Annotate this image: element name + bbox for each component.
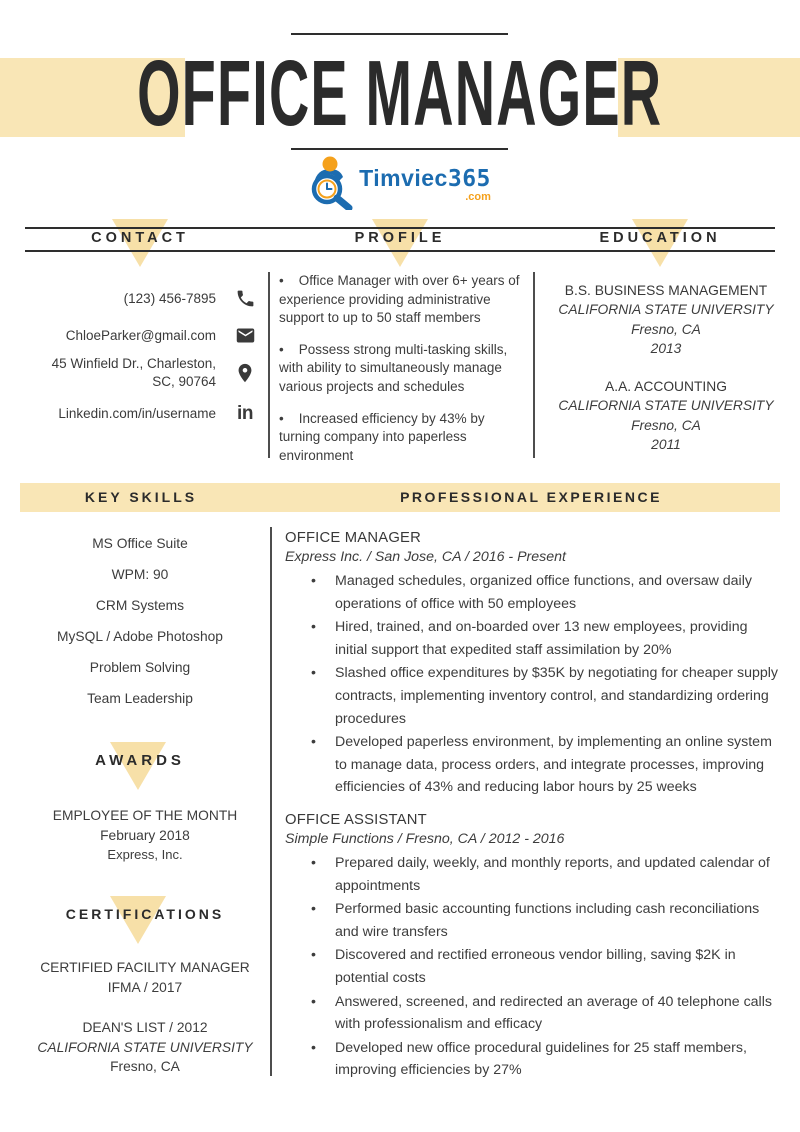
education-section-heading: EDUCATION [599, 230, 721, 246]
magnifier-person-icon [309, 156, 355, 215]
experience-section [285, 530, 783, 1083]
job-bullet-list [285, 852, 783, 1082]
skill-item: Problem Solving [89, 660, 191, 675]
brand-logo[interactable] [0, 156, 800, 214]
job-entry [285, 530, 783, 799]
certifications-section-heading: CERTIFICATIONS [65, 906, 225, 922]
job-company-dates: Simple Functions / Fresno, CA / 2012 - 2016 [285, 830, 565, 847]
section-rule-bottom [25, 250, 775, 252]
award-organization: Express, Inc. [107, 847, 183, 862]
contact-linkedin-row[interactable] [28, 404, 258, 423]
bullet-marker: • [279, 273, 284, 288]
job-bullet: • Hired, trained, and on-boarded over 13 new employees, providing initial support that expedited staff assimilation by 20% [285, 616, 783, 661]
skill-item: MS Office Suite [92, 536, 188, 551]
certification-title: CERTIFIED FACILITY MANAGER [40, 960, 250, 975]
award-entry [20, 806, 270, 865]
degree-name: A.A. ACCOUNTING [605, 379, 727, 395]
graduation-year: 2013 [650, 340, 682, 356]
job-company-dates: Express Inc. / San Jose, CA / 2016 - Present [285, 549, 566, 565]
skill-item: MySQL / Adobe Photoshop [57, 629, 223, 644]
phone-icon [232, 288, 258, 309]
certification-location: Fresno, CA [110, 1059, 180, 1074]
school-location: Fresno, CA [631, 417, 701, 433]
job-bullet: • Slashed office expenditures by $35K by negotiating for cheaper supply contracts, implementing inventory control, and standardizing ordering procedures [285, 662, 783, 730]
brand-name [359, 167, 491, 191]
graduation-year: 2011 [651, 437, 681, 453]
key-skills-list [20, 528, 260, 714]
award-title: EMPLOYEE OF THE MONTH [52, 808, 238, 823]
award-date: February 2018 [100, 827, 190, 843]
awards-section-heading: AWARDS [95, 752, 185, 769]
bullet-marker: • [279, 341, 284, 357]
title-rule-bottom [291, 148, 508, 150]
skill-item: WPM: 90 [111, 567, 169, 582]
job-bullet: • Developed paperless environment, by implementing an online system to manage data, process orders, and integrate processes, improving efficiencies of 43% and reducing labor hours by 25 weeks [285, 731, 783, 799]
page-title [0, 40, 800, 145]
phone-number: (123) 456-7895 [123, 290, 216, 306]
contact-email-row[interactable] [28, 325, 258, 346]
brand-number: 365 [447, 166, 491, 192]
education-section [541, 281, 791, 454]
profile-section-heading: PROFILE [354, 230, 446, 246]
linkedin-url: Linkedin.com/in/username [58, 405, 216, 421]
page-title-text: OFFICE MANAGER [137, 40, 663, 145]
job-title: OFFICE MANAGER [285, 530, 421, 546]
degree-name: B.S. BUSINESS MANAGEMENT [564, 283, 768, 298]
title-rule-top [291, 33, 508, 35]
profile-bullet [279, 341, 527, 397]
email-address: ChloeParker@gmail.com [65, 327, 216, 343]
job-bullet: • Performed basic accounting functions including cash reconciliations and wire transfers [285, 898, 783, 943]
divider-skills-experience [270, 527, 272, 1076]
certification-entry [20, 958, 270, 997]
profile-bullet-text: Office Manager with over 6+ years of experience providing administrative support to up to 50 staff members [279, 273, 520, 326]
job-entry [285, 812, 783, 1082]
education-entry [541, 281, 791, 358]
profile-bullet-text: Increased efficiency by 43% by turning company into paperless environment [279, 410, 485, 463]
skill-item: Team Leadership [87, 691, 193, 706]
certification-school: CALIFORNIA STATE UNIVERSITY [37, 1039, 253, 1055]
job-bullet: • Prepared daily, weekly, and monthly reports, and updated calendar of appointments [285, 852, 783, 897]
brand-word: Timviec [359, 165, 448, 191]
profile-bullet [279, 410, 527, 466]
profile-bullet [279, 272, 527, 328]
envelope-icon [232, 325, 258, 346]
lower-section-band [20, 483, 780, 512]
brand-logo-text [359, 167, 491, 203]
profile-bullet-text: Possess strong multi-tasking skills, with ability to simultaneously manage various projects and schedules [279, 341, 508, 394]
brand-tld: .com [465, 191, 491, 203]
skill-item: CRM Systems [95, 598, 185, 613]
job-bullet: • Discovered and rectified erroneous vendor billing, saving $2K in potential costs [285, 944, 783, 989]
job-bullet-list [285, 570, 783, 799]
contact-section-heading: CONTACT [91, 230, 189, 246]
education-entry [541, 377, 791, 454]
location-pin-icon [232, 362, 258, 384]
contact-phone-row [28, 288, 258, 309]
job-bullet: • Developed new office procedural guidelines for 25 staff members, improving efficiencies by 27% [285, 1037, 783, 1082]
contact-address-row [28, 355, 258, 391]
school-name: CALIFORNIA STATE UNIVERSITY [558, 302, 774, 318]
divider-profile-education [533, 272, 535, 458]
certification-title: DEAN'S LIST / 2012 [82, 1020, 208, 1035]
certification-issuer-year: IFMA / 2017 [107, 979, 183, 995]
section-rule-top [25, 227, 775, 229]
divider-contact-profile [268, 272, 270, 458]
school-name: CALIFORNIA STATE UNIVERSITY [558, 398, 774, 414]
job-bullet: • Managed schedules, organized office functions, and oversaw daily operations of office with 50 employees [285, 570, 783, 615]
experience-heading: PROFESSIONAL EXPERIENCE [400, 489, 662, 505]
linkedin-icon: in [237, 403, 253, 424]
certification-entry [20, 1018, 270, 1077]
mailing-address: 45 Winfield Dr., Charleston, SC, 90764 [51, 356, 216, 389]
school-location: Fresno, CA [631, 321, 701, 337]
bullet-marker: • [279, 410, 284, 426]
job-title: OFFICE ASSISTANT [285, 811, 427, 828]
profile-section [279, 272, 527, 478]
job-bullet: • Answered, screened, and redirected an average of 40 telephone calls with professionalism and efficacy [285, 991, 783, 1036]
key-skills-heading: KEY SKILLS [84, 489, 198, 505]
